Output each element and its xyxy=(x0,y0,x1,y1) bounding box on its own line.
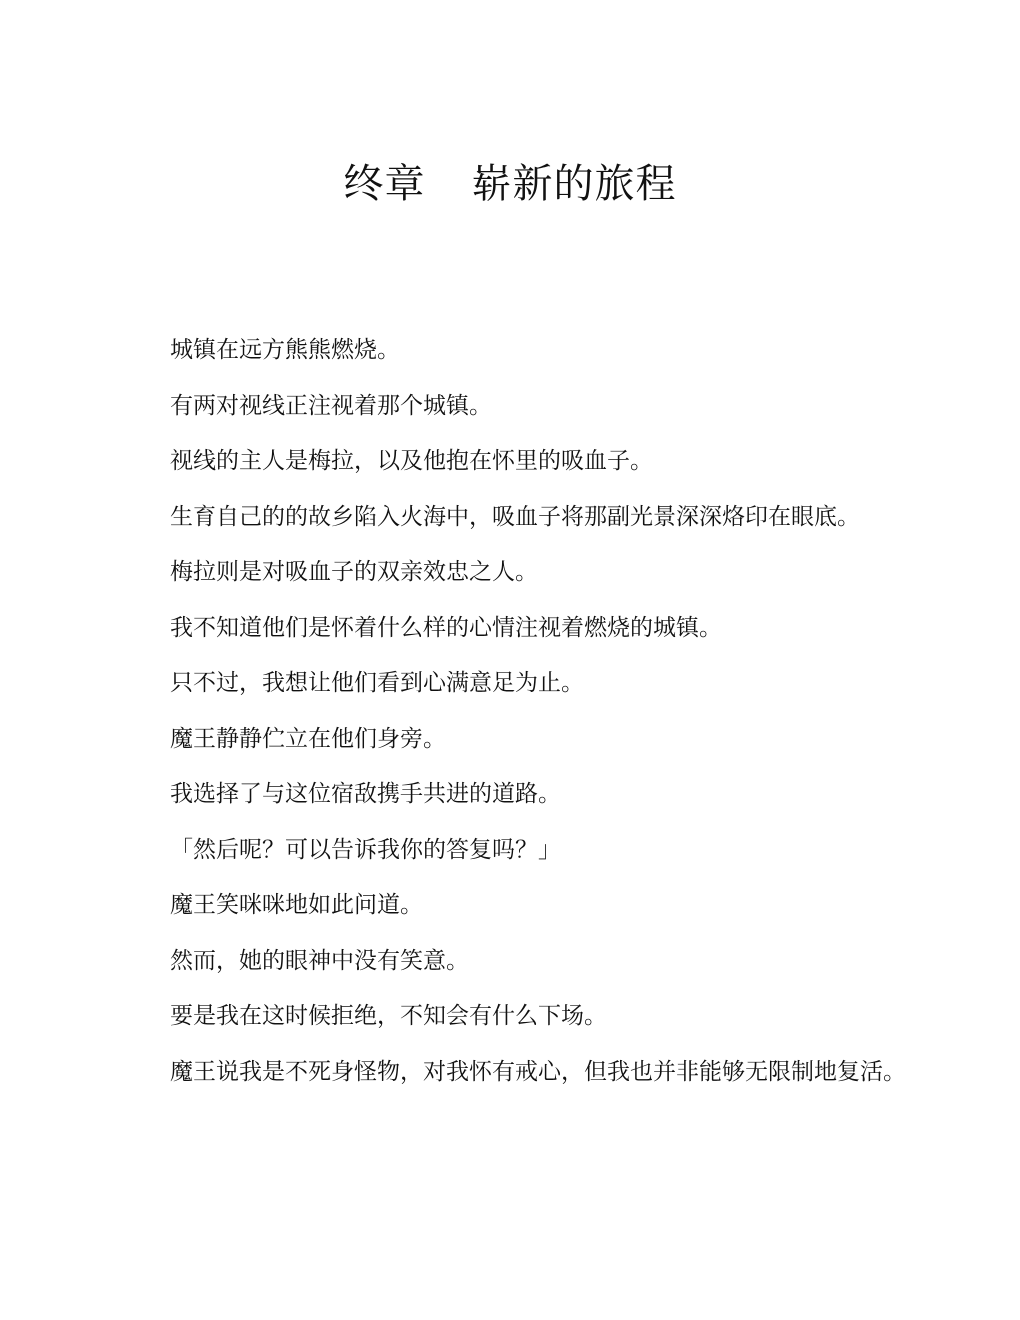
chapter-body xyxy=(120,337,910,1114)
paragraph: 我不知道他们是怀着什么样的心情注视着燃烧的城镇。 xyxy=(170,614,722,641)
paragraph: 我选择了与这位宿敌携手共进的道路。 xyxy=(170,781,561,807)
paragraph: 「然后呢？可以告诉我你的答复吗？」 xyxy=(170,836,561,863)
paragraph: 魔王静静伫立在他们身旁。 xyxy=(170,725,446,752)
paragraph: 视线的主人是梅拉，以及他抱在怀里的吸血子。 xyxy=(170,448,653,474)
chapter-label: 终章 xyxy=(343,161,426,207)
paragraph: 魔王说我是不死身怪物，对我怀有戒心，但我也并非能够无限制地复活。 xyxy=(170,1058,906,1085)
chapter-title xyxy=(0,158,1020,210)
paragraph: 要是我在这时候拒绝，不知会有什么下场。 xyxy=(170,1003,607,1029)
paragraph: 有两对视线正注视着那个城镇。 xyxy=(170,392,492,419)
paragraph: 只不过，我想让他们看到心满意足为止。 xyxy=(170,670,584,696)
chapter-name: 崭新的旅程 xyxy=(471,161,677,207)
paragraph: 魔王笑咪咪地如此问道。 xyxy=(170,892,423,918)
paragraph: 然而，她的眼神中没有笑意。 xyxy=(170,947,469,974)
paragraph: 梅拉则是对吸血子的双亲效忠之人。 xyxy=(170,559,538,585)
paragraph: 生育自己的的故乡陷入火海中，吸血子将那副光景深深烙印在眼底。 xyxy=(170,503,860,530)
paragraph: 城镇在远方熊熊燃烧。 xyxy=(170,337,400,363)
